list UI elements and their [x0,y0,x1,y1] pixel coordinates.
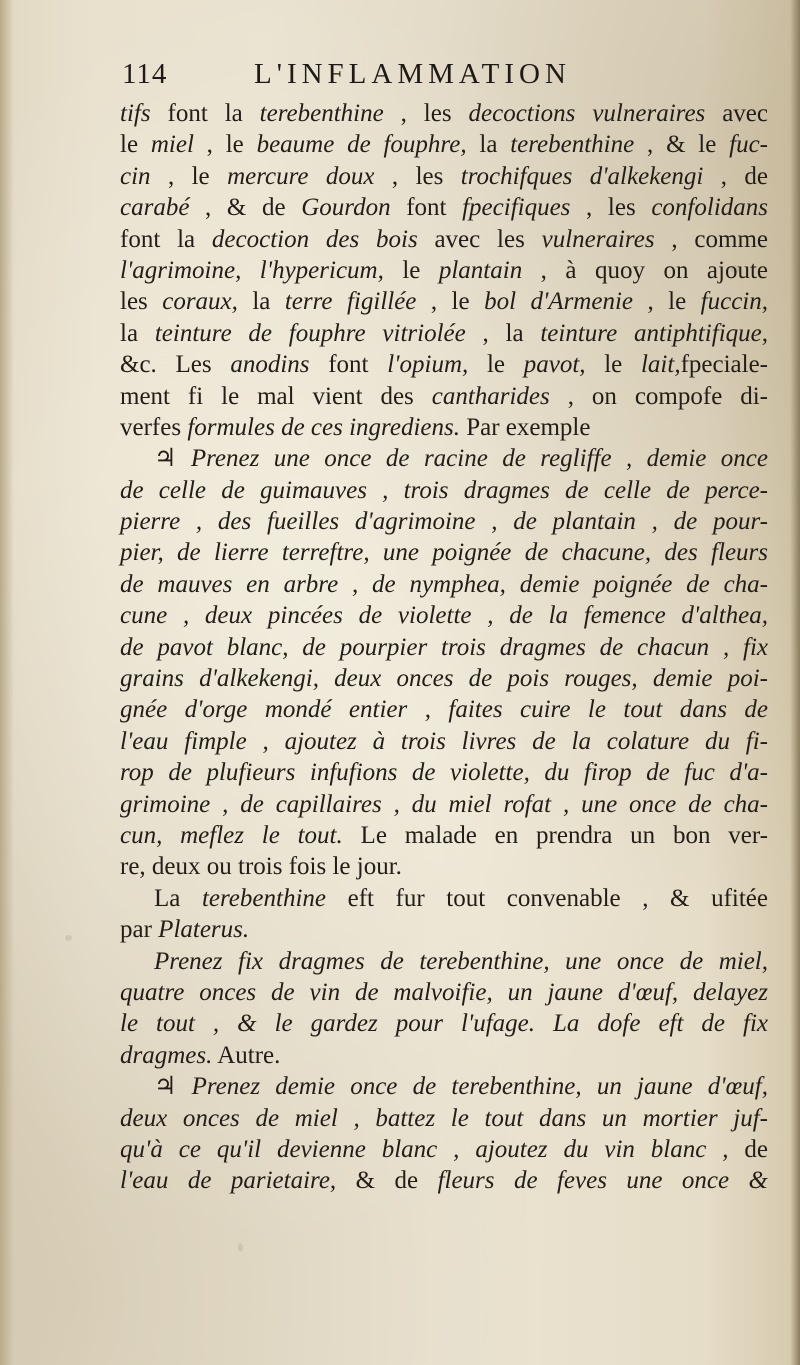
recipe-line [120,946,768,977]
text-italic: cantharides [431,382,550,410]
text-roman: , les [383,100,469,127]
text-roman: font [390,194,463,222]
text-roman: font la [150,100,260,127]
text-roman: la [120,319,155,347]
paper-stain [65,935,72,941]
text-line [120,412,768,443]
text-italic: beaume de fouphre, [256,131,467,159]
recipe-text: de pavot blanc, de pourpier trois dragmes de chacun , fix [120,633,768,661]
recipe-text: quatre onces de vin de malvoifie, un jaune d'œuf, delayez [120,978,768,1006]
text-roman: verfes [120,413,188,441]
text-roman: de [728,1135,768,1163]
text-line [120,318,768,349]
text-italic: decoctions vulneraires [468,100,706,127]
text-roman: par [120,916,159,944]
recipe-line [120,1008,768,1039]
text-line [120,192,768,223]
text-italic: confolidans [651,194,768,222]
text-italic: formules de ces ingrediens. [187,413,460,441]
recipe-line [120,1071,768,1102]
page-edge-shadow [790,0,800,1365]
page-header [122,58,722,98]
text-italic: fleurs de feves une once & [437,1167,769,1195]
text-roman: , le [193,131,257,159]
text-roman: eft fur tout convenable , & ufitée [326,884,768,912]
recipe-text: deux onces de miel , battez le tout dans un mortier juf- [120,1104,768,1132]
text-roman: &c. Les [120,351,231,379]
text-roman: le [585,351,641,379]
text-line [120,98,768,129]
text-italic: fpecifiques [462,194,571,222]
text-roman: les [120,288,163,316]
recipe-line [120,475,768,506]
text-roman: avec les [417,225,542,253]
text-roman: font [309,351,388,379]
text-roman: & de [336,1167,438,1195]
text-roman: , à quoy on ajoute [522,256,769,284]
text-italic: qu'à ce qu'il devienne blanc , ajoutez du vin blanc , [120,1135,729,1163]
recipe-line [120,569,768,600]
text-italic: teinture antiphtifique, [540,319,768,347]
text-italic: carabé [120,194,190,222]
text-roman: font la [120,225,212,253]
text-roman: la [466,131,511,159]
text-italic: l'eau de parietaire, [120,1167,337,1195]
recipe-line [120,443,768,474]
recipe-line [120,1103,768,1134]
text-roman: ment fi le mal vient des [120,382,432,410]
recipe-text: de celle de guimauves , trois dragmes de celle de perce- [120,476,768,504]
text-italic: decoction des bois [211,225,418,253]
text-roman: avec [705,100,768,127]
text-roman: , le [633,288,701,316]
text-line [120,1134,768,1165]
text-line [120,820,768,851]
running-title: L'INFLAMMATION [254,58,571,90]
text-line [120,883,768,914]
text-roman: , les [374,162,461,190]
text-line [120,255,768,286]
recipe-text: Prenez fix dragmes de terebenthine, une once de miel, [154,947,768,975]
recipe-line [120,600,768,631]
page-gutter-shadow [0,0,14,1365]
text-italic: fuc- [729,131,769,159]
recipe-text: de mauves en arbre , de nymphea, demie poignée de cha- [120,570,768,598]
text-roman: , & de [189,194,302,222]
text-roman: la [237,288,285,316]
recipe-text: gnée d'orge mondé entier , faites cuire le tout dans de [120,696,768,724]
recipe-line [120,632,768,663]
page-number: 114 [122,58,168,90]
text-roman: , de [703,162,768,190]
text-italic: pavot, [523,351,586,379]
text-italic: l'agrimoine, l'hypericum, [120,256,384,284]
recipe-text: grains d'alkekengi, deux onces de pois rouges, demie poi- [120,665,768,693]
text-italic: anodins [230,351,310,379]
text-italic: trochifques d'alkekengi [460,162,704,190]
text-line [120,381,768,412]
recipe-line [120,726,768,757]
text-italic: cun, meflez le tout. [120,821,343,849]
recipe-text: rop de plufieurs infufions de violette, du firop de fuc d'a- [120,759,768,787]
text-roman: Autre. [212,1041,281,1069]
text-italic: bol d'Armenie [484,288,633,316]
recipe-line [120,977,768,1008]
text-italic: terre figillée [284,288,417,316]
text-line [120,1040,768,1071]
text-roman: , & le [634,131,730,159]
recipe-text: ♃ Prenez demie once de terebenthine, un jaune d'œuf, [154,1073,768,1101]
text-roman: , le [416,288,485,316]
text-line [120,161,768,192]
text-roman: , on compofe di- [549,382,768,410]
text-italic: terebenthine [510,131,635,159]
text-line [120,1165,768,1196]
text-line [120,129,768,160]
recipe-line [120,663,768,694]
text-italic: Platerus. [158,916,250,944]
text-line [120,349,768,380]
text-line [120,851,768,882]
text-italic: terebenthine [259,100,384,127]
text-roman: le [468,351,524,379]
recipe-line [120,789,768,820]
text-roman: , les [570,194,652,222]
text-italic: coraux, [162,288,238,316]
recipe-text: le tout , & le gardez pour l'ufage. La dofe eft de fix [120,1010,768,1038]
recipe-line [120,537,768,568]
text-roman: Le malade en prendra un bon ver- [342,821,768,849]
text-roman: Par exemple [459,413,591,441]
recipe-text: grimoine , de capillaires , du miel rofat , une once de cha- [120,790,768,818]
recipe-line [120,506,768,537]
recipe-text: cune , deux pincées de violette , de la femence d'althea, [120,602,768,630]
text-roman: le [120,131,151,159]
text-roman: fpeciale- [680,351,769,379]
text-italic: cin [120,162,151,190]
text-roman: La [154,884,202,912]
recipe-line [120,757,768,788]
text-italic: Gourdon [301,194,391,222]
recipe-text: l'eau fimple , ajoutez à trois livres de la colature du fi- [120,727,768,755]
text-italic: plantain [438,256,523,284]
text-roman: , comme [654,225,768,253]
text-roman: le [383,256,439,284]
recipe-text: ♃ Prenez une once de racine de regliffe , demie once [154,445,768,473]
paper-stain [238,1243,243,1252]
text-italic: tifs [120,100,151,127]
text-roman: , le [150,162,228,190]
text-italic: vulneraires [541,225,655,253]
text-italic: miel [150,131,194,159]
text-line [120,224,768,255]
recipe-text: pierre , des fueilles d'agrimoine , de plantain , de pour- [120,508,768,536]
text-italic: l'opium, [387,351,469,379]
text-roman: re, deux ou trois fois le jour. [120,853,402,881]
text-line [120,286,768,317]
text-roman: , la [465,319,541,347]
recipe-line [120,694,768,725]
recipe-text: pier, de lierre terreftre, une poignée de chacune, des fleurs [120,539,768,567]
text-italic: fuccin, [700,288,768,316]
body-text [120,98,768,1197]
text-italic: teinture de fouphre vitriolée [154,319,466,347]
text-line [120,914,768,945]
text-italic: lait, [640,351,681,379]
text-italic: mercure doux [227,162,375,190]
text-italic: terebenthine [201,884,326,912]
text-italic: dragmes. [120,1041,213,1069]
